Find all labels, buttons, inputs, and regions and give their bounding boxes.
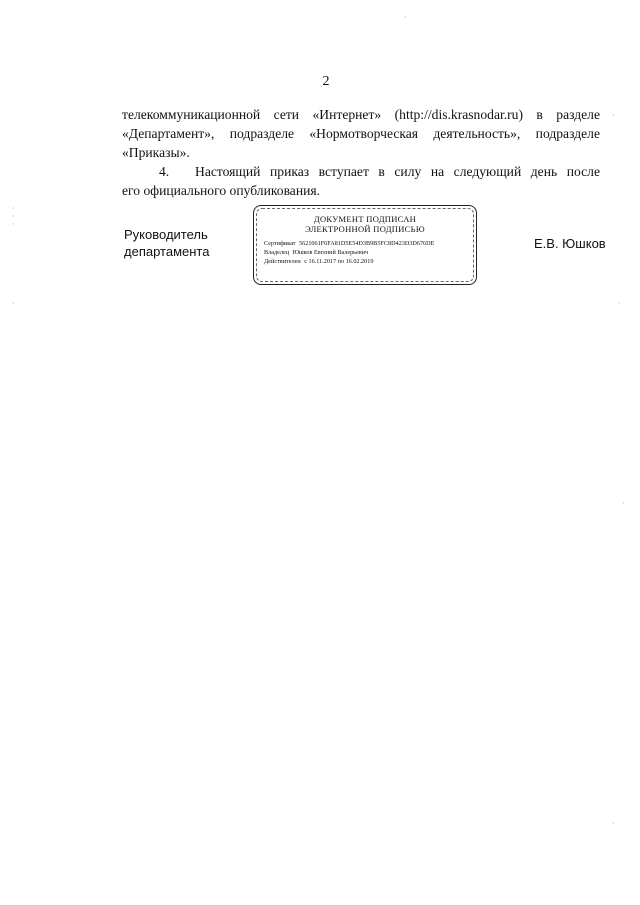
- body-line: «Департамент», подразделе «Нормотворческая деятельность», подразделе: [122, 126, 600, 141]
- stamp-certificate-value: 5621061F6FA81D5E54D3B9B5FC8D423D3D676DE: [299, 240, 435, 247]
- item-4-line: [122, 162, 600, 181]
- stamp-owner-label: Владелец: [264, 249, 290, 256]
- stamp-certificate-label: Сертификат: [264, 240, 296, 247]
- stamp-validity: [264, 257, 470, 266]
- signer-title: [124, 226, 209, 260]
- stamp-owner-value: Юшков Евгений Валерьевич: [292, 249, 369, 256]
- item-4-line: его официального опубликования.: [122, 183, 321, 198]
- stamp-heading-line: ЭЛЕКТРОННОЙ ПОДПИСЬЮ: [305, 224, 425, 234]
- stamp-owner: [264, 248, 470, 257]
- signer-title-line: департамента: [124, 244, 210, 259]
- stamp-validity-value: с 16.11.2017 по 16.02.2019: [304, 258, 374, 265]
- signer-name: Е.В. Юшков: [534, 236, 606, 251]
- stamp-heading-line: ДОКУМЕНТ ПОДПИСАН: [313, 214, 417, 224]
- scan-artifact: ·: [622, 499, 625, 508]
- scan-artifact: ·: [618, 299, 621, 308]
- stamp-validity-label: Действителен: [264, 258, 301, 265]
- scan-artifact: · · ·: [12, 204, 15, 229]
- stamp-heading: [260, 214, 470, 234]
- page-number: 2: [322, 74, 330, 89]
- scan-artifact: ·: [612, 819, 615, 828]
- scan-artifact: ·: [404, 13, 407, 22]
- electronic-signature-stamp: [253, 205, 477, 285]
- item-number: 4.: [159, 164, 170, 179]
- body-line: «Приказы».: [122, 145, 190, 160]
- signer-title-line: Руководитель: [124, 227, 208, 242]
- stamp-certificate: [264, 239, 470, 248]
- scan-artifact: ·: [12, 299, 15, 308]
- document-body: [122, 105, 600, 200]
- item-4-text: Настоящий приказ вступает в силу на следующий день после: [195, 164, 600, 179]
- scan-artifact: ·: [612, 111, 615, 120]
- body-line: телекоммуникационной сети «Интернет» (http://dis.krasnodar.ru) в разделе: [122, 107, 601, 122]
